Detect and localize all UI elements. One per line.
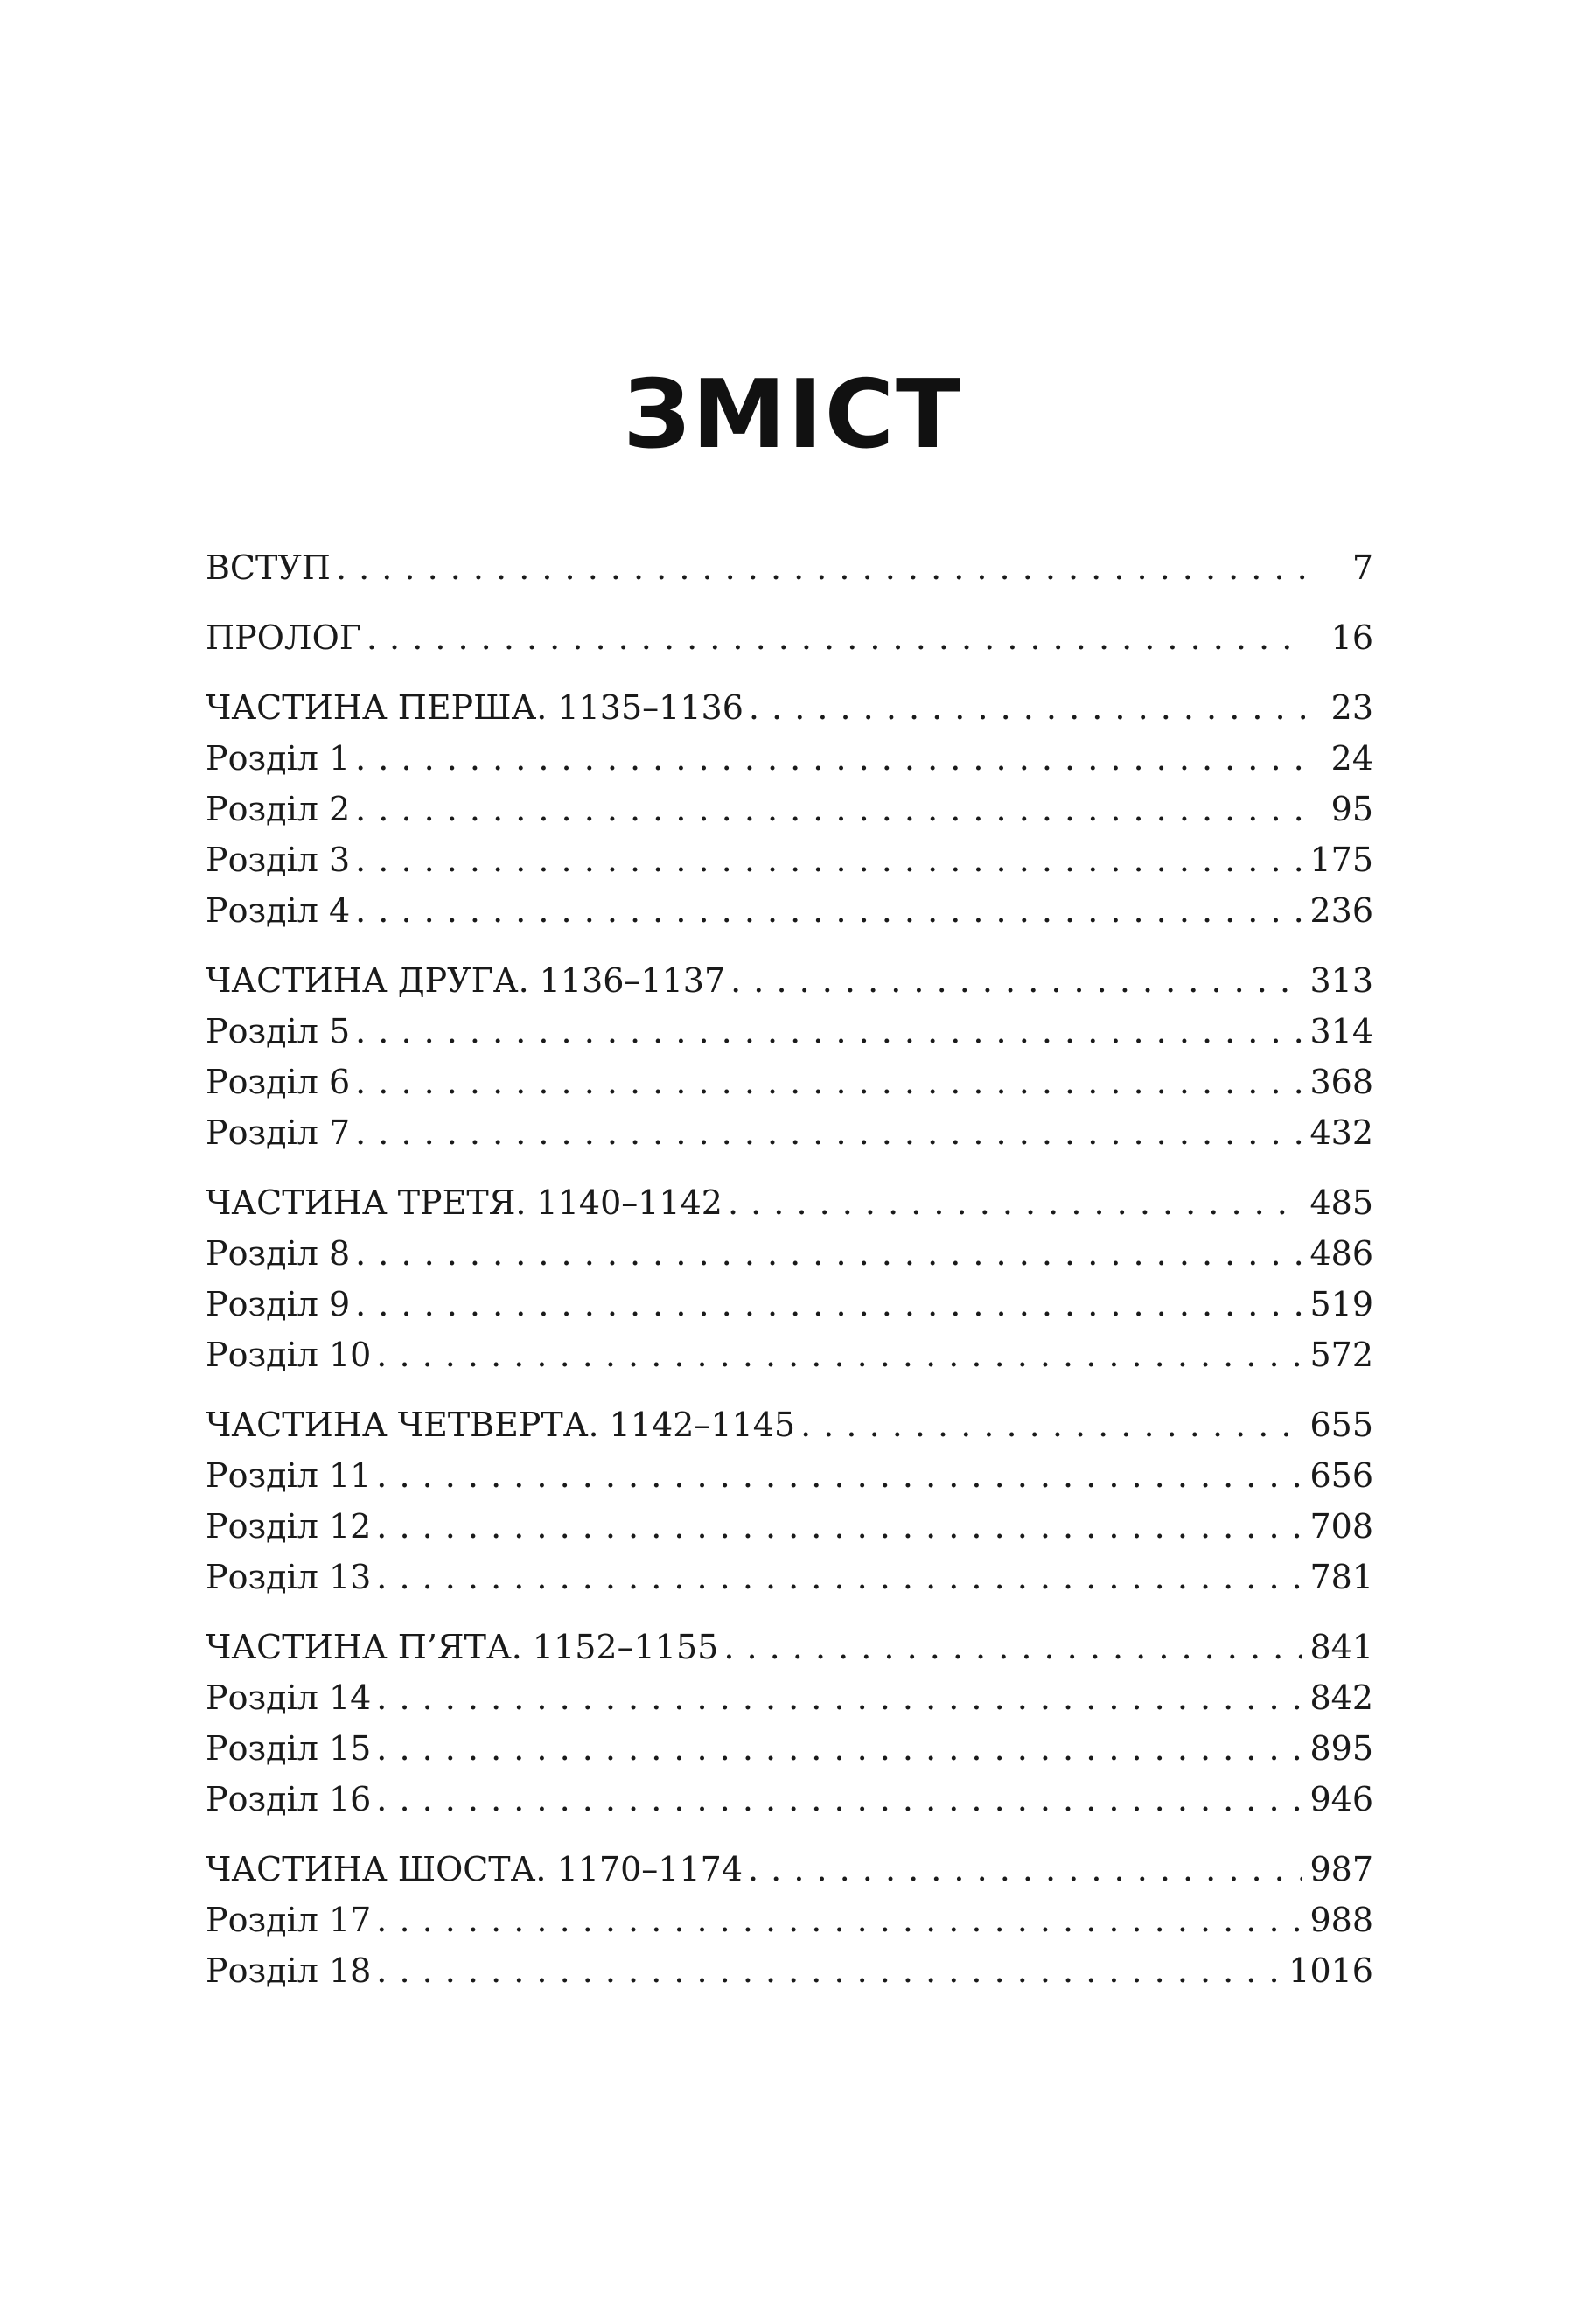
toc-entry[interactable] [206, 1399, 1373, 1450]
dot-leader [355, 834, 1302, 885]
toc-entry-page-number: 895 [1309, 1729, 1373, 1768]
toc-entry-label: Розділ 16 [206, 1780, 372, 1818]
toc-entry-page-number: 175 [1309, 841, 1373, 879]
toc-entry[interactable] [206, 1844, 1373, 1895]
toc-entry[interactable] [206, 885, 1373, 936]
toc-entry-page-number: 656 [1309, 1456, 1373, 1495]
toc-entry-page-number: 988 [1309, 1901, 1373, 1939]
page-title: ЗМІСТ [623, 360, 962, 470]
dot-leader [376, 1945, 1281, 1996]
toc-entry[interactable] [206, 784, 1373, 834]
toc-entry[interactable] [206, 612, 1373, 663]
toc-entry[interactable] [206, 1329, 1373, 1380]
toc-entry-page-number: 23 [1330, 688, 1373, 727]
toc-entry[interactable] [206, 1501, 1373, 1552]
toc-entry-page-number: 368 [1309, 1063, 1373, 1101]
toc-entry-label: Розділ 1 [206, 739, 351, 778]
toc-group [206, 612, 1373, 663]
toc-group [206, 1177, 1373, 1380]
toc-entry-page-number: 486 [1309, 1234, 1373, 1273]
toc-entry[interactable] [206, 733, 1373, 784]
toc-entry-label: ЧАСТИНА ЧЕТВЕРТА. 1142–1145 [206, 1406, 796, 1444]
toc-entry-label: ЧАСТИНА ДРУГА. 1136–1137 [206, 961, 726, 1000]
toc-entry-page-number: 781 [1309, 1558, 1373, 1596]
toc-entry-label: ВСТУП [206, 548, 331, 587]
toc-entry-page-number: 987 [1309, 1850, 1373, 1888]
dot-leader [728, 1177, 1303, 1228]
dot-leader [748, 1844, 1302, 1895]
toc-entry-page-number: 24 [1330, 739, 1373, 778]
toc-entry-label: Розділ 8 [206, 1234, 351, 1273]
toc-entry-page-number: 16 [1330, 618, 1373, 657]
toc-entry-page-number: 841 [1309, 1628, 1373, 1666]
toc-entry-label: ЧАСТИНА ШОСТА. 1170–1174 [206, 1850, 743, 1888]
toc-entry-page-number: 655 [1309, 1406, 1373, 1444]
toc-entry-page-number: 485 [1309, 1183, 1373, 1222]
toc-entry-page-number: 314 [1309, 1012, 1373, 1050]
toc-entry[interactable] [206, 682, 1373, 733]
dot-leader [800, 1399, 1302, 1450]
dot-leader [355, 1057, 1302, 1107]
table-of-contents [206, 542, 1373, 2015]
toc-entry-label: Розділ 3 [206, 841, 351, 879]
toc-group [206, 1399, 1373, 1602]
toc-entry[interactable] [206, 834, 1373, 885]
toc-entry-label: Розділ 7 [206, 1113, 351, 1152]
dot-leader [376, 1329, 1302, 1380]
toc-group [206, 682, 1373, 936]
toc-entry[interactable] [206, 1723, 1373, 1774]
dot-leader [376, 1672, 1302, 1723]
toc-entry[interactable] [206, 1672, 1373, 1723]
dot-leader [355, 784, 1305, 834]
toc-entry[interactable] [206, 1006, 1373, 1057]
toc-entry-label: Розділ 14 [206, 1678, 372, 1717]
toc-entry[interactable] [206, 1228, 1373, 1279]
toc-entry[interactable] [206, 955, 1373, 1006]
dot-leader [355, 885, 1302, 936]
dot-leader [376, 1895, 1302, 1945]
toc-entry-label: Розділ 2 [206, 790, 351, 828]
toc-entry-page-number: 236 [1309, 891, 1373, 930]
toc-entry-label: Розділ 4 [206, 891, 351, 930]
toc-entry-page-number: 7 [1351, 548, 1373, 587]
toc-entry-label: Розділ 17 [206, 1901, 372, 1939]
toc-entry-label: Розділ 12 [206, 1507, 372, 1546]
toc-entry-label: Розділ 15 [206, 1729, 372, 1768]
toc-entry-label: Розділ 18 [206, 1951, 372, 1990]
toc-entry[interactable] [206, 1552, 1373, 1602]
toc-entry-label: ПРОЛОГ [206, 618, 361, 657]
toc-entry-label: Розділ 9 [206, 1285, 351, 1323]
dot-leader [376, 1552, 1302, 1602]
toc-entry-page-number: 842 [1309, 1678, 1373, 1717]
toc-entry-page-number: 708 [1309, 1507, 1373, 1546]
toc-entry-label: Розділ 13 [206, 1558, 372, 1596]
toc-group [206, 955, 1373, 1158]
dot-leader [367, 612, 1305, 663]
toc-entry-page-number: 95 [1330, 790, 1373, 828]
dot-leader [336, 542, 1305, 593]
toc-entry-label: Розділ 11 [206, 1456, 372, 1495]
dot-leader [355, 1228, 1302, 1279]
dot-leader [355, 1107, 1302, 1158]
dot-leader [749, 682, 1305, 733]
dot-leader [376, 1774, 1302, 1825]
dot-leader [376, 1723, 1302, 1774]
toc-entry-label: ЧАСТИНА ПЕРША. 1135–1136 [206, 688, 744, 727]
toc-entry[interactable] [206, 1622, 1373, 1672]
toc-entry-page-number: 1016 [1288, 1951, 1373, 1990]
toc-entry[interactable] [206, 1895, 1373, 1945]
toc-entry-label: Розділ 6 [206, 1063, 351, 1101]
toc-entry-label: Розділ 10 [206, 1336, 372, 1374]
toc-entry-label: ЧАСТИНА П’ЯТА. 1152–1155 [206, 1628, 719, 1666]
toc-entry-label: ЧАСТИНА ТРЕТЯ. 1140–1142 [206, 1183, 723, 1222]
toc-entry-page-number: 946 [1309, 1780, 1373, 1818]
toc-entry[interactable] [206, 542, 1373, 593]
toc-entry-page-number: 313 [1309, 961, 1373, 1000]
dot-leader [730, 955, 1302, 1006]
toc-entry[interactable] [206, 1279, 1373, 1329]
toc-entry-page-number: 572 [1309, 1336, 1373, 1374]
toc-entry[interactable] [206, 1177, 1373, 1228]
dot-leader [723, 1622, 1302, 1672]
dot-leader [355, 733, 1305, 784]
dot-leader [355, 1006, 1302, 1057]
toc-entry-page-number: 432 [1309, 1113, 1373, 1152]
toc-entry[interactable] [206, 1057, 1373, 1107]
toc-entry[interactable] [206, 1107, 1373, 1158]
toc-group [206, 1844, 1373, 1996]
dot-leader [355, 1279, 1302, 1329]
toc-entry-page-number: 519 [1309, 1285, 1373, 1323]
toc-entry[interactable] [206, 1450, 1373, 1501]
toc-group [206, 1622, 1373, 1825]
dot-leader [376, 1501, 1302, 1552]
toc-entry[interactable] [206, 1945, 1373, 1996]
toc-entry[interactable] [206, 1774, 1373, 1825]
toc-group [206, 542, 1373, 593]
toc-entry-label: Розділ 5 [206, 1012, 351, 1050]
dot-leader [376, 1450, 1302, 1501]
